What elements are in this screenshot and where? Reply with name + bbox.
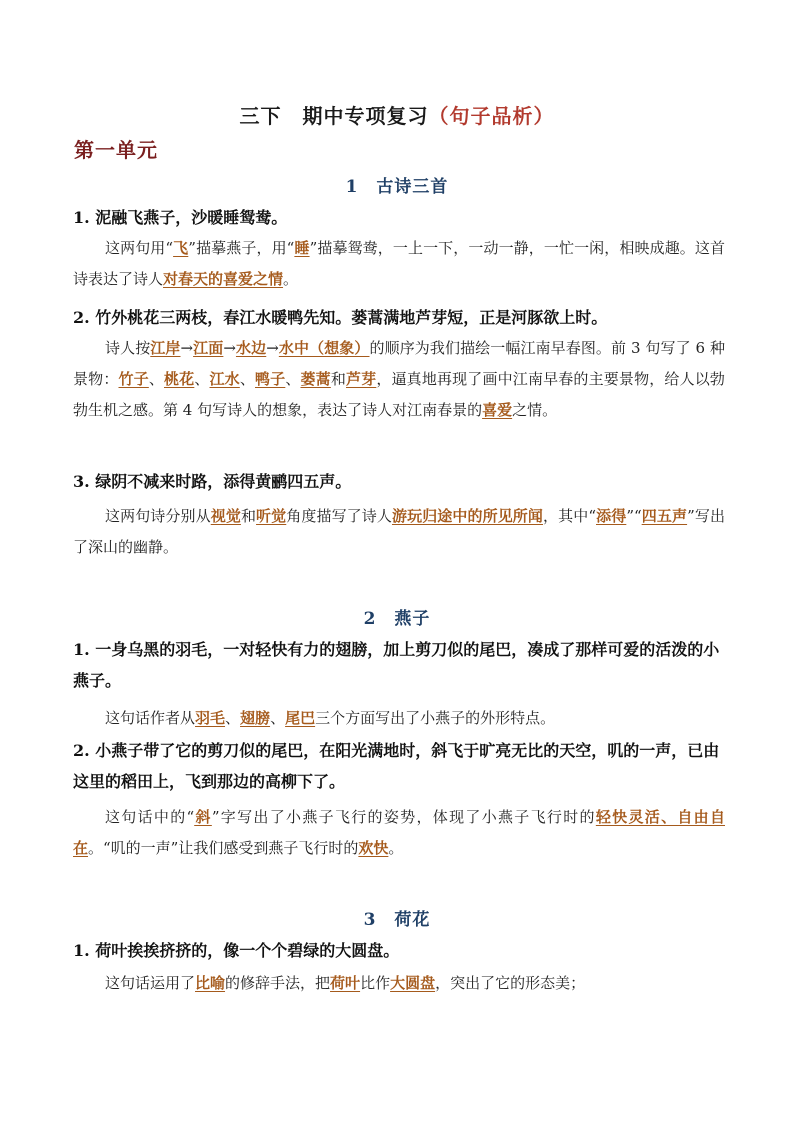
- analysis-1-3: [73, 501, 725, 563]
- highlight-term: 添得: [596, 507, 627, 525]
- highlight-term: 飞: [173, 239, 189, 257]
- highlight-term: 比喻: [195, 974, 226, 992]
- unit-title: 第一单元: [74, 138, 158, 162]
- sentence-1-3: 3. 绿阴不减来时路，添得黄鹂四五声。: [73, 472, 352, 491]
- highlight-term: 视觉: [210, 507, 241, 525]
- highlight-term: 桃花: [164, 370, 195, 388]
- analysis-text: ，逼真地再现了画中江南早春的主要景物，给人以勃勃生机之感。第 4 句写诗人的想象，表达了诗人对江南春景的: [73, 370, 725, 419]
- highlight-term: 竹子: [118, 370, 149, 388]
- analysis-text: 的修辞手法，把: [225, 974, 331, 992]
- lesson-title-2: 2 燕子: [363, 609, 431, 629]
- analysis-text: 诗人按: [105, 339, 151, 357]
- analysis-3-1: [73, 968, 725, 999]
- highlight-term: 羽毛: [195, 709, 226, 727]
- highlight-term: 睡: [294, 239, 310, 257]
- analysis-text: →: [223, 339, 236, 357]
- sentence-2-1: 1. 一身乌黑的羽毛，一对轻快有力的翅膀，加上剪刀似的尾巴，凑成了那样可爱的活泼的小燕子。: [73, 640, 720, 690]
- analysis-text: ”描摹燕子，用“: [188, 239, 295, 257]
- highlight-term: 荷叶: [330, 974, 361, 992]
- highlight-term: 斜: [194, 808, 212, 826]
- highlight-term: 听觉: [256, 507, 287, 525]
- analysis-text: 之情。: [512, 401, 558, 419]
- lesson-title-3: 3 荷花: [363, 910, 431, 930]
- analysis-text: 和: [330, 370, 346, 388]
- highlight-term: 鸭子: [255, 370, 286, 388]
- analysis-text: 、: [194, 370, 210, 388]
- analysis-text: 、: [225, 709, 241, 727]
- analysis-text: 、: [270, 709, 286, 727]
- highlight-term: 芦芽: [346, 370, 377, 388]
- highlight-term: 江岸: [150, 339, 181, 357]
- analysis-text: 。“叽的一声”让我们感受到燕子飞行时的: [88, 839, 359, 857]
- highlight-term: 江水: [209, 370, 240, 388]
- analysis-text: →: [180, 339, 194, 357]
- analysis-text: 这句话作者从: [105, 709, 196, 727]
- analysis-2-2: [73, 802, 725, 864]
- analysis-text: 、: [148, 370, 164, 388]
- sentence-2-2: 2. 小燕子带了它的剪刀似的尾巴，在阳光满地时，斜飞于旷亮无比的天空，叽的一声，已由这里的稻田上，飞到那边的高柳下了。: [73, 741, 720, 791]
- highlight-term: 江面: [193, 339, 224, 357]
- analysis-text: 比作: [360, 974, 391, 992]
- analysis-text: 这两句用“: [105, 239, 174, 257]
- analysis-text: 这句话运用了: [105, 974, 196, 992]
- analysis-text: 这两句诗分别从: [105, 507, 211, 525]
- analysis-text: 、: [285, 370, 301, 388]
- highlight-term: 翅膀: [240, 709, 271, 727]
- sentence-1-2: 2. 竹外桃花三两枝，春江水暖鸭先知。蒌蒿满地芦芽短，正是河豚欲上时。: [73, 308, 608, 327]
- analysis-text: 。: [283, 270, 299, 288]
- sentence-3-1: 1. 荷叶挨挨挤挤的，像一个个碧绿的大圆盘。: [73, 941, 400, 960]
- highlight-term: 大圆盘: [390, 974, 436, 992]
- page-title: [0, 100, 794, 129]
- highlight-term: 四五声: [641, 507, 688, 525]
- highlight-term: 喜爱: [482, 401, 513, 419]
- lesson-title-1: 1 古诗三首: [345, 177, 449, 197]
- analysis-text: ”字写出了小燕子飞行的姿势，体现了小燕子飞行时的: [211, 808, 596, 826]
- analysis-text: 、: [239, 370, 255, 388]
- analysis-text: ”写出了深山的幽静。: [73, 507, 725, 556]
- analysis-text: ，突出了它的形态美；: [435, 974, 586, 992]
- highlight-term: 水边: [235, 339, 267, 357]
- analysis-text: 的顺序为我们描绘一幅江南早春图。前 3 句写了 6 种景物：: [73, 339, 725, 388]
- highlight-term: 游玩归途中的所见所闻: [391, 507, 544, 525]
- highlight-term: 水中（想象）: [278, 339, 370, 357]
- analysis-text: ，其中“: [543, 507, 596, 525]
- highlight-term: 欢快: [358, 839, 389, 857]
- sentence-1-1: 1. 泥融飞燕子，沙暖睡鸳鸯。: [73, 208, 288, 227]
- analysis-text: ”描摹鸳鸯，一上一下，一动一静，一忙一闲，相映成趣。这首诗表达了诗人: [73, 239, 726, 288]
- page-title-main: 三下 期中专项复习: [239, 104, 429, 128]
- analysis-text: 三个方面写出了小燕子的外形特点。: [315, 709, 556, 727]
- analysis-text: ”“: [626, 507, 642, 525]
- analysis-2-1: [73, 703, 725, 734]
- analysis-1-2: [73, 333, 725, 426]
- analysis-text: 。: [388, 839, 404, 857]
- highlight-term: 尾巴: [285, 709, 316, 727]
- highlight-term: 对春天的喜爱之情: [163, 270, 284, 288]
- analysis-text: 这句话中的“: [105, 808, 195, 826]
- highlight-term: 蒌蒿: [300, 370, 331, 388]
- highlight-term: 轻快灵活、自由自在: [73, 808, 725, 857]
- analysis-1-1: [73, 233, 725, 295]
- analysis-text: 和: [240, 507, 257, 525]
- page-title-sub: （句子品析）: [428, 104, 555, 128]
- analysis-text: 角度描写了诗人: [286, 507, 392, 525]
- analysis-text: →: [266, 339, 279, 357]
